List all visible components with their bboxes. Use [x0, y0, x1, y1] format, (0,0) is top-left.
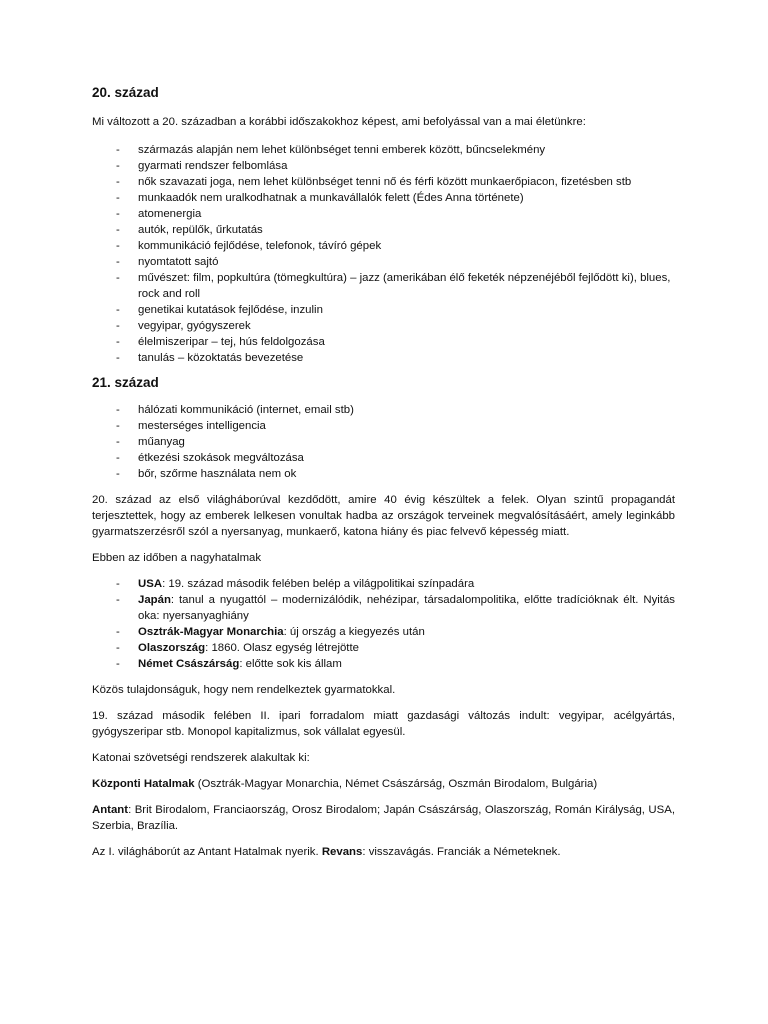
list-item: - bőr, szőrme használata nem ok — [116, 468, 297, 480]
list-item: - atomenergia — [116, 208, 202, 220]
list-item: - étkezési szokások megváltozása — [116, 452, 304, 464]
list-item: - mesterséges intelligencia — [116, 420, 266, 432]
list-20th-century-changes — [92, 142, 675, 366]
list-item: - kommunikáció fejlődése, telefonok, távíró gépek — [116, 240, 382, 252]
list-item: - származás alapján nem lehet különbséget tenni emberek között, bűncselekmény — [116, 144, 546, 156]
common-trait-paragraph: Közös tulajdonságuk, hogy nem rendelkeztek gyarmatokkal. — [92, 684, 396, 696]
powers-intro-paragraph: Ebben az időben a nagyhatalmak — [92, 552, 262, 564]
ww1-paragraph: 20. század az első világháborúval kezdődött, amire 40 évig készültek a felek. Olyan szintű propagandát terjesztettek, hogy az emberek lelkesen vonultak hadba az országok terveinek megvalósításáért, amely leginkább gyarmatszerzésről szól a nyersanyag, munkaerő, katona hiány és piac felvevő képesség miatt. — [92, 494, 675, 538]
final-paragraph: Az I. világháborút az Antant Hatalmak nyerik. Revans: visszavágás. Franciák a Németeknek. — [92, 846, 561, 858]
list-item: - nyomtatott sajtó — [116, 256, 219, 268]
list-item: - vegyipar, gyógyszerek — [116, 320, 251, 332]
list-item: - genetikai kutatások fejlődése, inzulin — [116, 304, 323, 316]
list-item: - gyarmati rendszer felbomlása — [116, 160, 288, 172]
list-item: - élelmiszeripar – tej, hús feldolgozása — [116, 336, 325, 348]
document-page — [92, 84, 675, 870]
industry-paragraph: 19. század második felében II. ipari forradalom miatt gazdasági változás indult: vegyipar, acélgyártás, gyógyszeripar stb. Monopol kapitalizmus, sok vállalat egyesül. — [92, 710, 675, 738]
heading-21st-century: 21. század — [92, 375, 159, 390]
alliances-paragraph: Katonai szövetségi rendszerek alakultak ki: — [92, 752, 310, 764]
list-item: - Német Császárság: előtte sok kis állam — [116, 658, 342, 670]
list-item: - autók, repülők, űrkutatás — [116, 224, 263, 236]
list-item: - munkaadók nem uralkodhatnak a munkavállalók felett (Édes Anna története) — [116, 192, 524, 204]
entente-paragraph: Antant: Brit Birodalom, Franciaország, Orosz Birodalom; Japán Császárság, Olaszország, Román Királyság, USA, Szerbia, Brazília. — [92, 804, 675, 832]
heading-20th-century: 20. század — [92, 85, 159, 100]
list-item: - művészet: film, popkultúra (tömegkultúra) – jazz (amerikában élő feketék népzenéjéből fejlődött ki), blues, rock and roll — [116, 272, 671, 300]
list-item: - Olaszország: 1860. Olasz egység létrejötte — [116, 642, 359, 654]
list-item: - Osztrák-Magyar Monarchia: új ország a kiegyezés után — [116, 626, 425, 638]
list-item: - hálózati kommunikáció (internet, email stb) — [116, 404, 354, 416]
central-powers-paragraph: Központi Hatalmak (Osztrák-Magyar Monarchia, Német Császárság, Oszmán Birodalom, Bulgária) — [92, 778, 598, 790]
list-item: - nők szavazati joga, nem lehet különbséget tenni nő és férfi között munkaerőpiacon, fizetésben stb — [116, 176, 632, 188]
intro-paragraph: Mi változott a 20. században a korábbi időszakokhoz képest, ami befolyással van a mai életünkre: — [92, 116, 586, 128]
list-item: - USA: 19. század második felében belép a világpolitikai színpadára — [116, 578, 475, 590]
list-item: - Japán: tanul a nyugattól – modernizálódik, nehézipar, társadalompolitika, előtte tradícióknak élt. Nyitás oka: nyersanyaghiány — [116, 594, 675, 622]
list-21st-century-changes — [92, 402, 675, 482]
list-item: - műanyag — [116, 436, 185, 448]
list-great-powers — [92, 576, 675, 672]
list-item: - tanulás – közoktatás bevezetése — [116, 352, 304, 364]
